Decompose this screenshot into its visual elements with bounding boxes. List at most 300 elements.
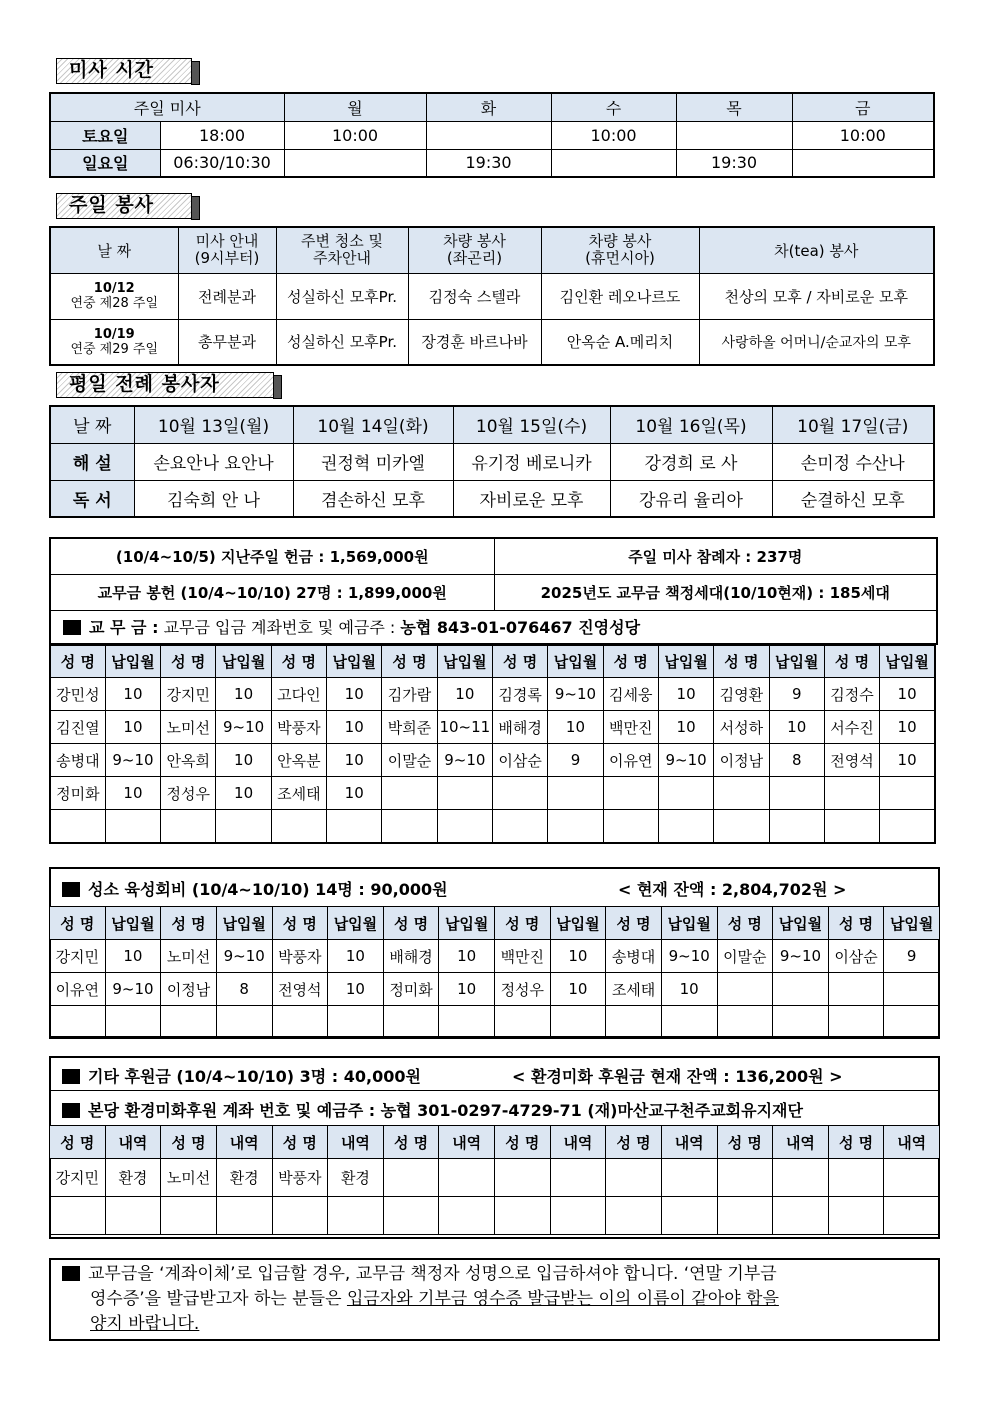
other-value-cell: 환경 bbox=[328, 1159, 384, 1197]
dues-value-cell bbox=[880, 777, 935, 810]
other-header-name: 성 명 bbox=[606, 1126, 662, 1159]
seminary-title: 성소 육성회비 (10/4~10/10) 14명 : 90,000원 bbox=[88, 880, 448, 899]
other-header-detail: 내역 bbox=[661, 1126, 717, 1159]
seminary-header-month: 납입월 bbox=[105, 907, 161, 940]
seminary-value-cell: 10 bbox=[105, 940, 161, 973]
seminary-header-month: 납입월 bbox=[661, 907, 717, 940]
other-value-cell bbox=[550, 1159, 606, 1197]
dues-value-cell: 10 bbox=[327, 777, 382, 810]
other-value-cell bbox=[216, 1197, 272, 1235]
dues-value-cell bbox=[216, 810, 271, 843]
other-donation-table bbox=[49, 1125, 940, 1235]
seminary-value-cell: 10 bbox=[328, 973, 384, 1006]
dues-name-cell: 박희준 bbox=[382, 711, 437, 744]
seminary-value-cell: 10 bbox=[439, 940, 495, 973]
other-header-detail: 내역 bbox=[328, 1126, 384, 1159]
dues-header-name: 성 명 bbox=[161, 646, 216, 678]
dues-value-cell: 9~10 bbox=[437, 744, 492, 777]
seminary-row bbox=[50, 1006, 940, 1039]
seminary-header-month: 납입월 bbox=[328, 907, 384, 940]
seminary-name-cell bbox=[828, 973, 884, 1006]
other-header-detail: 내역 bbox=[773, 1126, 829, 1159]
dues-header-month: 납입월 bbox=[327, 646, 382, 678]
dues-value-cell: 10 bbox=[880, 744, 935, 777]
dues-header-name: 성 명 bbox=[382, 646, 437, 678]
dues-value-cell bbox=[769, 777, 824, 810]
last-sunday-offering: (10/4~10/5) 지난주일 헌금 : 1,569,000원 bbox=[50, 538, 494, 574]
dues-value-cell: 10 bbox=[548, 711, 603, 744]
notice-text bbox=[62, 1262, 932, 1337]
sunday-header-vehicle-1: 차량 봉사 (좌곤리) bbox=[408, 227, 541, 273]
dues-name-cell: 이삼순 bbox=[493, 744, 548, 777]
other-value-cell bbox=[661, 1197, 717, 1235]
dues-name-cell: 고다인 bbox=[271, 678, 326, 711]
dues-name-cell bbox=[382, 777, 437, 810]
other-row bbox=[50, 1197, 940, 1235]
weekday-cell: 유기정 베로니카 bbox=[453, 443, 610, 480]
weekday-service-title: 평일 전례 봉사자 bbox=[56, 372, 274, 398]
sunday-cell: 사랑하올 어머니/순교자의 모후 bbox=[699, 319, 934, 365]
other-header-detail: 내역 bbox=[884, 1126, 940, 1159]
other-name-cell bbox=[383, 1197, 439, 1235]
sunday-cell: 천상의 모후 / 자비로운 모후 bbox=[699, 273, 934, 319]
dues-account-text: 교무금 입금 계좌번호 및 예금주 : bbox=[158, 618, 401, 638]
other-donation-title-row bbox=[62, 1064, 421, 1087]
dues-value-cell: 10 bbox=[327, 744, 382, 777]
seminary-value-cell: 10 bbox=[550, 940, 606, 973]
weekday-cell: 강유리 율리아 bbox=[610, 480, 772, 517]
dues-name-cell: 배해경 bbox=[493, 711, 548, 744]
weekday-header-day: 10월 15일(수) bbox=[453, 406, 610, 443]
seminary-row bbox=[50, 940, 940, 973]
seminary-name-cell: 배해경 bbox=[383, 940, 439, 973]
sunday-cell: 총무분과 bbox=[178, 319, 276, 365]
seminary-header-name: 성 명 bbox=[717, 907, 773, 940]
dues-value-cell bbox=[437, 777, 492, 810]
sunday-header-cleaning: 주변 청소 및 주차안내 bbox=[276, 227, 408, 273]
seminary-header-month: 납입월 bbox=[773, 907, 829, 940]
dues-name-cell: 김경록 bbox=[493, 678, 548, 711]
env-account-row bbox=[62, 1098, 803, 1121]
seminary-value-cell: 9 bbox=[884, 940, 940, 973]
mass-time-table bbox=[49, 92, 935, 178]
mass-cell bbox=[792, 149, 934, 177]
other-header-detail: 내역 bbox=[105, 1126, 161, 1159]
dues-header-month: 납입월 bbox=[769, 646, 824, 678]
other-value-cell bbox=[328, 1197, 384, 1235]
mass-cell bbox=[426, 121, 551, 149]
dues-value-cell: 10 bbox=[327, 678, 382, 711]
mass-header-tue: 화 bbox=[426, 93, 551, 121]
seminary-header-name: 성 명 bbox=[383, 907, 439, 940]
mass-cell bbox=[551, 149, 676, 177]
dues-value-cell: 10 bbox=[880, 678, 935, 711]
dues-name-cell: 강지민 bbox=[161, 678, 216, 711]
other-value-cell bbox=[439, 1159, 495, 1197]
seminary-name-cell: 이말순 bbox=[717, 940, 773, 973]
dues-name-cell bbox=[161, 810, 216, 843]
sunday-week: 연중 제29 주일 bbox=[70, 341, 159, 357]
seminary-name-cell bbox=[161, 1006, 217, 1039]
dues-name-cell: 안옥분 bbox=[271, 744, 326, 777]
seminary-name-cell bbox=[383, 1006, 439, 1039]
other-header-name: 성 명 bbox=[383, 1126, 439, 1159]
dues-header-name: 성 명 bbox=[714, 646, 769, 678]
dues-value-cell: 9~10 bbox=[548, 678, 603, 711]
black-square-icon bbox=[62, 1266, 80, 1281]
mass-header-thu: 목 bbox=[676, 93, 792, 121]
seminary-value-cell bbox=[884, 1006, 940, 1039]
other-name-cell bbox=[495, 1159, 551, 1197]
weekday-cell: 손요안나 요안나 bbox=[134, 443, 293, 480]
seminary-name-cell: 정미화 bbox=[383, 973, 439, 1006]
weekday-header-day: 10월 17일(금) bbox=[772, 406, 934, 443]
seminary-name-cell: 이유연 bbox=[50, 973, 106, 1006]
dues-name-cell: 김영환 bbox=[714, 678, 769, 711]
dues-name-cell: 안옥희 bbox=[161, 744, 216, 777]
seminary-name-cell bbox=[606, 1006, 662, 1039]
dues-row bbox=[50, 777, 935, 810]
notice-text-2b: 입금자와 기부금 영수증 발급받는 이의 이름이 같아야 함을 bbox=[346, 1289, 779, 1309]
dues-name-cell bbox=[714, 777, 769, 810]
dues-value-cell bbox=[437, 810, 492, 843]
dues-row bbox=[50, 711, 935, 744]
dues-row bbox=[50, 678, 935, 711]
seminary-header-name: 성 명 bbox=[161, 907, 217, 940]
dues-value-cell bbox=[658, 810, 713, 843]
mass-cell bbox=[284, 149, 426, 177]
mass-header-mon: 월 bbox=[284, 93, 426, 121]
dues-value-cell: 10 bbox=[105, 711, 160, 744]
seminary-value-cell bbox=[439, 1006, 495, 1039]
sunday-date: 10/19 bbox=[93, 326, 135, 342]
seminary-header-name: 성 명 bbox=[50, 907, 106, 940]
seminary-name-cell: 조세태 bbox=[606, 973, 662, 1006]
weekday-header-date: 날 짜 bbox=[50, 406, 134, 443]
sunday-header-tea: 차(tea) 봉사 bbox=[699, 227, 934, 273]
dues-offering: 교무금 봉헌 (10/4~10/10) 27명 : 1,899,000원 bbox=[50, 574, 494, 610]
sunday-header-date: 날 짜 bbox=[50, 227, 178, 273]
mass-cell: 06:30/10:30 bbox=[160, 149, 284, 177]
seminary-name-cell: 강지민 bbox=[50, 940, 106, 973]
dues-name-cell: 송병대 bbox=[50, 744, 105, 777]
seminary-name-cell bbox=[717, 1006, 773, 1039]
other-header-detail: 내역 bbox=[550, 1126, 606, 1159]
seminary-name-cell bbox=[272, 1006, 328, 1039]
dues-value-cell bbox=[327, 810, 382, 843]
other-name-cell bbox=[828, 1197, 884, 1235]
notice-line-1 bbox=[62, 1262, 932, 1287]
other-name-cell: 노미선 bbox=[161, 1159, 217, 1197]
seminary-header-name: 성 명 bbox=[606, 907, 662, 940]
seminary-name-cell: 송병대 bbox=[606, 940, 662, 973]
sunday-header-guide: 미사 안내 (9시부터) bbox=[178, 227, 276, 273]
seminary-value-cell: 9~10 bbox=[773, 940, 829, 973]
dues-value-cell: 10 bbox=[105, 678, 160, 711]
dues-value-cell: 9 bbox=[548, 744, 603, 777]
other-value-cell: 환경 bbox=[105, 1159, 161, 1197]
dues-header-month: 납입월 bbox=[658, 646, 713, 678]
seminary-value-cell bbox=[884, 973, 940, 1006]
seminary-value-cell bbox=[105, 1006, 161, 1039]
other-header-name: 성 명 bbox=[161, 1126, 217, 1159]
other-value-cell bbox=[661, 1159, 717, 1197]
seminary-value-cell: 10 bbox=[661, 973, 717, 1006]
dues-account-label: 교 무 금 : bbox=[89, 618, 159, 638]
seminary-title-row bbox=[62, 877, 448, 900]
seminary-name-cell: 이정남 bbox=[161, 973, 217, 1006]
seminary-header-month: 납입월 bbox=[216, 907, 272, 940]
other-header-detail: 내역 bbox=[439, 1126, 495, 1159]
notice-text-1: 교무금을 ‘계좌이체’로 입금할 경우, 교무금 책정자 성명으로 입금하셔야 합니다. ‘연말 기부금 bbox=[88, 1264, 777, 1284]
dues-header-month: 납입월 bbox=[437, 646, 492, 678]
other-name-cell bbox=[717, 1197, 773, 1235]
dues-value-cell: 9~10 bbox=[216, 711, 271, 744]
other-value-cell: 환경 bbox=[216, 1159, 272, 1197]
dues-value-cell: 9~10 bbox=[658, 744, 713, 777]
dues-row bbox=[50, 744, 935, 777]
sunday-attendance: 주일 미사 참례자 : 237명 bbox=[494, 538, 937, 574]
mass-cell: 19:30 bbox=[676, 149, 792, 177]
dues-value-cell: 10 bbox=[216, 777, 271, 810]
dues-name-cell: 김가람 bbox=[382, 678, 437, 711]
finance-summary-table bbox=[49, 537, 938, 645]
dues-value-cell bbox=[880, 810, 935, 843]
dues-value-cell bbox=[658, 777, 713, 810]
dues-header-name: 성 명 bbox=[50, 646, 105, 678]
dues-value-cell: 9~10 bbox=[105, 744, 160, 777]
dues-value-cell: 10 bbox=[105, 777, 160, 810]
sunday-week: 연중 제28 주일 bbox=[70, 296, 159, 311]
dues-value-cell bbox=[548, 810, 603, 843]
other-name-cell bbox=[606, 1159, 662, 1197]
seminary-header-month: 납입월 bbox=[550, 907, 606, 940]
dues-header-month: 납입월 bbox=[548, 646, 603, 678]
other-value-cell bbox=[773, 1159, 829, 1197]
dues-value-cell: 10 bbox=[437, 678, 492, 711]
mass-cell: 18:00 bbox=[160, 121, 284, 149]
sunday-service-title: 주일 봉사 bbox=[56, 193, 192, 219]
mass-cell: 10:00 bbox=[792, 121, 934, 149]
dues-name-cell: 정성우 bbox=[161, 777, 216, 810]
dues-account-number: 농협 843-01-076467 진영성당 bbox=[400, 618, 641, 638]
dues-name-cell bbox=[271, 810, 326, 843]
black-square-icon bbox=[62, 1069, 80, 1084]
weekday-role-label: 해 설 bbox=[50, 443, 134, 480]
dues-name-cell bbox=[50, 810, 105, 843]
sunday-cell: 전례분과 bbox=[178, 273, 276, 319]
dues-name-cell bbox=[714, 810, 769, 843]
other-header-name: 성 명 bbox=[272, 1126, 328, 1159]
dues-value-cell: 10 bbox=[216, 678, 271, 711]
dues-name-cell: 김정수 bbox=[824, 678, 879, 711]
seminary-name-cell: 전영석 bbox=[272, 973, 328, 1006]
weekday-cell: 순결하신 모후 bbox=[772, 480, 934, 517]
weekday-service-table bbox=[49, 405, 935, 518]
other-value-cell bbox=[773, 1197, 829, 1235]
sunday-cell: 성실하신 모후Pr. bbox=[276, 319, 408, 365]
seminary-row bbox=[50, 973, 940, 1006]
weekday-header-day: 10월 14일(화) bbox=[293, 406, 453, 443]
dues-table bbox=[49, 645, 936, 844]
dues-name-cell: 이정남 bbox=[714, 744, 769, 777]
dues-value-cell: 10 bbox=[658, 711, 713, 744]
dues-name-cell: 노미선 bbox=[161, 711, 216, 744]
seminary-value-cell bbox=[773, 973, 829, 1006]
sunday-cell: 성실하신 모후Pr. bbox=[276, 273, 408, 319]
seminary-name-cell: 노미선 bbox=[161, 940, 217, 973]
seminary-value-cell: 9~10 bbox=[216, 940, 272, 973]
divider bbox=[49, 1090, 940, 1091]
mass-header-wed: 수 bbox=[551, 93, 676, 121]
other-value-cell bbox=[884, 1159, 940, 1197]
dues-name-cell bbox=[493, 810, 548, 843]
weekday-header-day: 10월 13일(월) bbox=[134, 406, 293, 443]
dues-name-cell: 박풍자 bbox=[271, 711, 326, 744]
dues-households: 2025년도 교무금 책정세대(10/10현재) : 185세대 bbox=[494, 574, 937, 610]
seminary-value-cell bbox=[216, 1006, 272, 1039]
other-row bbox=[50, 1159, 940, 1197]
sunday-date-cell bbox=[50, 273, 178, 319]
sunday-cell: 김정숙 스텔라 bbox=[408, 273, 541, 319]
sunday-date: 10/12 bbox=[93, 281, 135, 296]
seminary-header-name: 성 명 bbox=[272, 907, 328, 940]
seminary-value-cell bbox=[328, 1006, 384, 1039]
dues-value-cell bbox=[105, 810, 160, 843]
mass-cell: 10:00 bbox=[551, 121, 676, 149]
mass-header-sunday: 주일 미사 bbox=[50, 93, 284, 121]
env-balance: < 환경미화 후원금 현재 잔액 : 136,200원 > bbox=[512, 1067, 843, 1086]
dues-name-cell: 김세웅 bbox=[603, 678, 658, 711]
dues-name-cell: 이말순 bbox=[382, 744, 437, 777]
dues-value-cell: 10 bbox=[216, 744, 271, 777]
dues-header-name: 성 명 bbox=[271, 646, 326, 678]
notice-line-3 bbox=[62, 1312, 932, 1337]
seminary-value-cell: 8 bbox=[216, 973, 272, 1006]
seminary-name-cell: 백만진 bbox=[495, 940, 551, 973]
dues-value-cell bbox=[769, 810, 824, 843]
dues-value-cell: 10 bbox=[769, 711, 824, 744]
dues-name-cell: 서성하 bbox=[714, 711, 769, 744]
notice-text-2a: 영수증’을 발급받고자 하는 분들은 bbox=[90, 1289, 347, 1309]
seminary-header-month: 납입월 bbox=[884, 907, 940, 940]
dues-header-month: 납입월 bbox=[216, 646, 271, 678]
dues-name-cell: 전영석 bbox=[824, 744, 879, 777]
other-name-cell bbox=[717, 1159, 773, 1197]
sunday-header-vehicle-2: 차량 봉사 (휴먼시아) bbox=[541, 227, 699, 273]
weekday-header-day: 10월 16일(목) bbox=[610, 406, 772, 443]
black-square-icon bbox=[62, 1103, 80, 1118]
seminary-value-cell: 10 bbox=[328, 940, 384, 973]
seminary-table bbox=[49, 906, 940, 1039]
seminary-name-cell bbox=[717, 973, 773, 1006]
seminary-name-cell: 박풍자 bbox=[272, 940, 328, 973]
env-account: 본당 환경미화후원 계좌 번호 및 예금주 : 농협 301-0297-4729-71 (재)마산교구천주교회유지재단 bbox=[88, 1101, 803, 1120]
dues-name-cell bbox=[824, 777, 879, 810]
other-header-name: 성 명 bbox=[50, 1126, 106, 1159]
other-name-cell: 박풍자 bbox=[272, 1159, 328, 1197]
dues-header-month: 납입월 bbox=[880, 646, 935, 678]
seminary-name-cell: 이삼순 bbox=[828, 940, 884, 973]
seminary-value-cell: 10 bbox=[550, 973, 606, 1006]
sunday-cell: 김인환 레오나르도 bbox=[541, 273, 699, 319]
dues-name-cell bbox=[382, 810, 437, 843]
weekday-cell: 김숙희 안 나 bbox=[134, 480, 293, 517]
dues-value-cell: 9 bbox=[769, 678, 824, 711]
mass-cell: 10:00 bbox=[284, 121, 426, 149]
dues-header-name: 성 명 bbox=[603, 646, 658, 678]
other-donation-title: 기타 후원금 (10/4~10/10) 3명 : 40,000원 bbox=[88, 1067, 421, 1086]
mass-row-label: 토요일 bbox=[50, 121, 160, 149]
other-value-cell bbox=[550, 1197, 606, 1235]
other-value-cell bbox=[439, 1197, 495, 1235]
dues-value-cell: 10~11 bbox=[437, 711, 492, 744]
other-name-cell bbox=[495, 1197, 551, 1235]
other-name-cell bbox=[606, 1197, 662, 1235]
seminary-header-month: 납입월 bbox=[439, 907, 495, 940]
notice-text-3: 양지 바랍니다. bbox=[90, 1314, 200, 1334]
dues-row bbox=[50, 810, 935, 843]
weekday-cell: 겸손하신 모후 bbox=[293, 480, 453, 517]
weekday-cell: 강경희 로 사 bbox=[610, 443, 772, 480]
dues-value-cell: 8 bbox=[769, 744, 824, 777]
seminary-value-cell: 10 bbox=[439, 973, 495, 1006]
other-header-name: 성 명 bbox=[495, 1126, 551, 1159]
mass-row-label: 일요일 bbox=[50, 149, 160, 177]
dues-header-name: 성 명 bbox=[824, 646, 879, 678]
other-header-name: 성 명 bbox=[828, 1126, 884, 1159]
other-name-cell: 강지민 bbox=[50, 1159, 106, 1197]
weekday-cell: 권정혁 미카엘 bbox=[293, 443, 453, 480]
dues-name-cell bbox=[603, 810, 658, 843]
black-square-icon bbox=[63, 620, 81, 635]
seminary-value-cell bbox=[773, 1006, 829, 1039]
sunday-cell: 안옥순 A.메리치 bbox=[541, 319, 699, 365]
seminary-header-name: 성 명 bbox=[828, 907, 884, 940]
mass-cell: 19:30 bbox=[426, 149, 551, 177]
dues-value-cell: 10 bbox=[880, 711, 935, 744]
weekday-role-label: 독 서 bbox=[50, 480, 134, 517]
other-name-cell bbox=[383, 1159, 439, 1197]
dues-name-cell: 조세태 bbox=[271, 777, 326, 810]
dues-name-cell bbox=[824, 810, 879, 843]
seminary-value-cell: 9~10 bbox=[661, 940, 717, 973]
black-square-icon bbox=[62, 882, 80, 897]
mass-time-title: 미사 시간 bbox=[56, 58, 192, 84]
dues-name-cell: 김진열 bbox=[50, 711, 105, 744]
dues-name-cell: 서수진 bbox=[824, 711, 879, 744]
dues-value-cell bbox=[548, 777, 603, 810]
other-name-cell bbox=[272, 1197, 328, 1235]
seminary-name-cell bbox=[50, 1006, 106, 1039]
seminary-header-name: 성 명 bbox=[495, 907, 551, 940]
sunday-service-table bbox=[49, 226, 935, 366]
sunday-date-cell bbox=[50, 319, 178, 365]
dues-name-cell bbox=[493, 777, 548, 810]
dues-value-cell: 10 bbox=[327, 711, 382, 744]
dues-header-month: 납입월 bbox=[105, 646, 160, 678]
mass-header-fri: 금 bbox=[792, 93, 934, 121]
other-name-cell bbox=[50, 1197, 106, 1235]
seminary-name-cell bbox=[828, 1006, 884, 1039]
dues-name-cell: 강민성 bbox=[50, 678, 105, 711]
dues-name-cell: 정미화 bbox=[50, 777, 105, 810]
seminary-name-cell bbox=[495, 1006, 551, 1039]
weekday-cell: 손미정 수산나 bbox=[772, 443, 934, 480]
other-header-detail: 내역 bbox=[216, 1126, 272, 1159]
other-value-cell bbox=[105, 1197, 161, 1235]
dues-name-cell: 이유연 bbox=[603, 744, 658, 777]
